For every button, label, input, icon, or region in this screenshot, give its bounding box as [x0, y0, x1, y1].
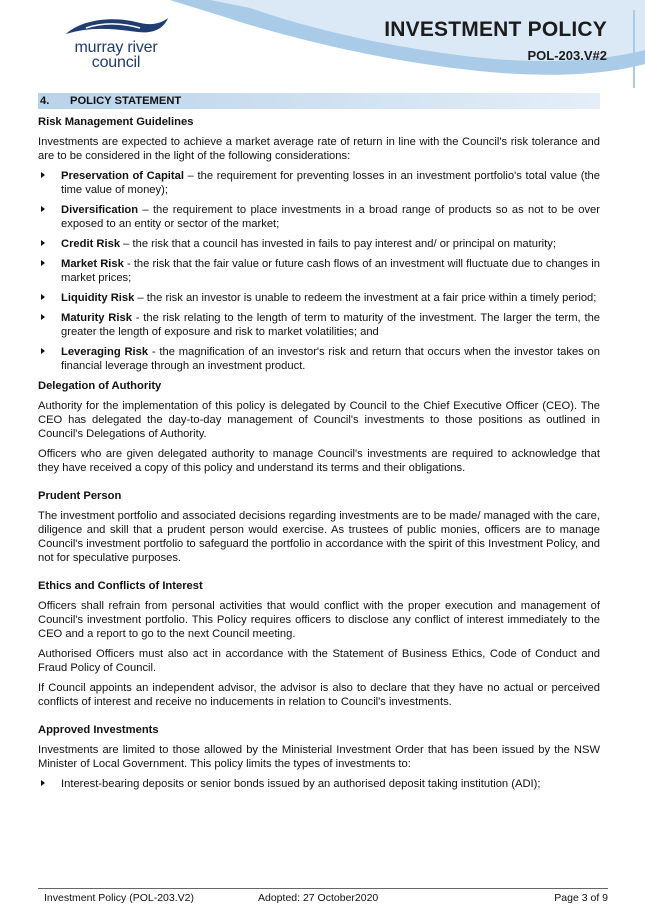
bullet-arrow-icon: [41, 240, 45, 246]
risk-text: – the risk that a council has invested in fails to pay interest and/ or principal on maturity;: [120, 238, 556, 250]
council-logo: [56, 14, 176, 71]
delegation-heading: Delegation of Authority: [38, 380, 162, 392]
bullet-arrow-icon: [41, 780, 45, 786]
risk-term: Preservation of Capital: [61, 170, 184, 182]
footer-page-number: Page 3 of 9: [554, 892, 608, 904]
section-number: 4.: [40, 95, 50, 107]
risk-text: - the risk that the fair value or future cash flows of an investment will fluctuate due to changes in market prices;: [61, 258, 600, 284]
bullet-arrow-icon: [41, 206, 45, 212]
section-heading: [38, 93, 600, 109]
risk-heading: Risk Management Guidelines: [38, 116, 194, 128]
bullet-arrow-icon: [41, 172, 45, 178]
footer-adopted: Adopted: 27 October2020: [258, 892, 379, 904]
ethics-paragraph-1: Officers shall refrain from personal activities that would conflict with the proper execution and management of Council's investment portfolio. This Policy requires officers to disclose any conflict of interest immediately to the CEO and a report to go to the next Council meeting.: [38, 600, 600, 640]
risk-term: Liquidity Risk: [61, 292, 135, 304]
page-footer: [38, 888, 608, 904]
approved-heading: Approved Investments: [38, 724, 159, 736]
header-band: [0, 0, 645, 92]
ethics-paragraph-3: If Council appoints an independent advisor, the advisor is also to declare that they have no actual or perceived conflicts of interest and receive no inducements in relation to Council's investments.: [38, 682, 600, 708]
risk-term: Credit Risk: [61, 238, 121, 250]
logo-line-2: council: [91, 54, 141, 71]
document-code: POL-203.V#2: [527, 48, 607, 63]
bullet-arrow-icon: [41, 348, 45, 354]
document-title: INVESTMENT POLICY: [384, 18, 607, 41]
risk-text: – the risk an investor is unable to redeem the investment at a fair price within a timely period;: [134, 292, 597, 304]
approved-paragraph: Investments are limited to those allowed by the Ministerial Investment Order that has been issued by the NSW Minister of Local Government. This policy limits the types of investments to:: [38, 744, 600, 770]
delegation-paragraph-2: Officers who are given delegated authority to manage Council's investments are required to acknowledge that they have received a copy of this policy and understand its terms and their obligations.: [38, 448, 600, 474]
prudent-heading: Prudent Person: [38, 490, 122, 502]
risk-text: – the requirement to place investments in a broad range of products so as not to be over exposed to an entity or sector of the market;: [61, 204, 600, 230]
logo-line-1: murray river: [74, 39, 158, 56]
approved-list: [38, 777, 600, 791]
ethics-heading: Ethics and Conflicts of Interest: [38, 580, 203, 592]
list-item: [38, 169, 600, 197]
bullet-arrow-icon: [41, 294, 45, 300]
approved-item-text: Interest-bearing deposits or senior bonds issued by an authorised deposit taking institution (ADI);: [61, 778, 541, 790]
section-title: POLICY STATEMENT: [70, 95, 182, 107]
risk-list: [38, 169, 600, 373]
page-content: [38, 93, 600, 797]
risk-term: Market Risk: [61, 258, 124, 270]
risk-text: - the risk relating to the length of term to maturity of the investment. The larger the term, the greater the length of exposure and risk to market volatilities; and: [61, 312, 601, 338]
logo-wordmark: [56, 40, 176, 70]
risk-text: - the magnification of an investor's risk and return that occurs when the investor takes on financial leverage through an investment product.: [61, 346, 600, 372]
risk-intro: Investments are expected to achieve a market average rate of return in line with the Council's risk tolerance and are to be considered in the light of the following considerations:: [38, 136, 600, 162]
risk-term: Diversification: [61, 204, 139, 216]
footer-document: Investment Policy (POL-203.V2): [44, 892, 194, 904]
list-item: [38, 291, 600, 305]
risk-text: – the requirement for preventing losses in an investment portfolio's total value (the time value of money);: [61, 170, 600, 196]
risk-term: Maturity Risk: [61, 312, 132, 324]
prudent-paragraph: The investment portfolio and associated decisions regarding investments are to be made/ managed with the care, diligence and skill that a prudent person would exercise. As trustees of public monies, officers are to manage Council's investment portfolio to safeguard the portfolio in accordance with the spirit of this Investment Policy, and not for speculative purposes.: [38, 510, 600, 564]
list-item: [38, 257, 600, 285]
delegation-paragraph-1: Authority for the implementation of this policy is delegated by Council to the Chief Executive Officer (CEO). The CEO has delegated the day-to-day management of Council's investments to those positions as outlined in Council's Delegations of Authority.: [38, 400, 600, 440]
list-item: [38, 237, 600, 251]
list-item: [38, 777, 600, 791]
ethics-paragraph-2: Authorised Officers must also act in accordance with the Statement of Business Ethics, Code of Conduct and Fraud Policy of Council.: [38, 648, 600, 674]
river-swoosh-icon: [56, 14, 176, 40]
risk-term: Leveraging Risk: [61, 346, 149, 358]
list-item: [38, 311, 600, 339]
bullet-arrow-icon: [41, 260, 45, 266]
list-item: [38, 203, 600, 231]
list-item: [38, 345, 600, 373]
bullet-arrow-icon: [41, 314, 45, 320]
